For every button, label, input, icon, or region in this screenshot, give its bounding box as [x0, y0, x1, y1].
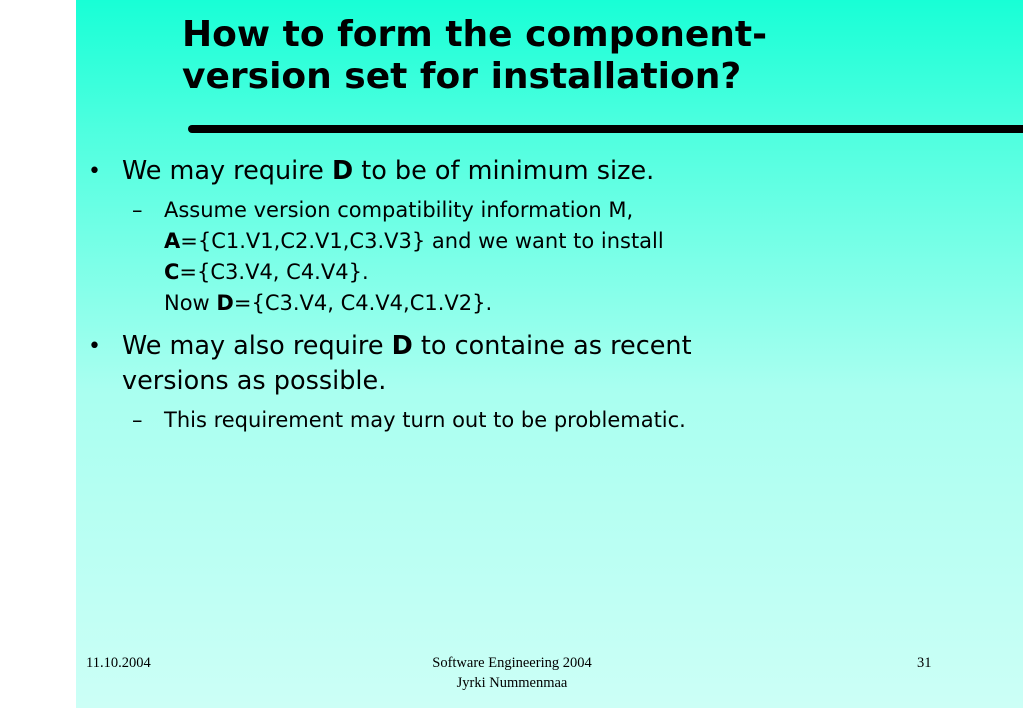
bullet-2-line-2: versions as possible.	[122, 366, 387, 396]
sub-1-line-1: Assume version compatibility information M,	[164, 198, 634, 222]
left-margin-band	[0, 0, 76, 708]
dash-icon: –	[132, 198, 143, 222]
footer-course-author	[362, 653, 662, 693]
sub-1-line-2: A={C1.V1,C2.V1,C3.V3} and we want to install	[164, 229, 664, 253]
footer-date: 11.10.2004	[86, 655, 151, 671]
sub-2-line-1: This requirement may turn out to be problematic.	[164, 408, 686, 432]
footer-page-number: 31	[917, 655, 932, 671]
title-line-2: version set for installation?	[182, 56, 742, 97]
title-underline-rule	[188, 125, 1023, 133]
slide-title	[182, 14, 1002, 98]
bullet-item-2	[84, 329, 1004, 399]
sub-1-line-3: C={C3.V4, C4.V4}.	[164, 260, 369, 284]
bullet-icon: •	[88, 159, 101, 184]
slide-body	[84, 154, 1004, 446]
bullet-1-line-1: We may require D to be of minimum size.	[122, 156, 655, 186]
dash-icon: –	[132, 408, 143, 432]
footer-author: Jyrki Nummenmaa	[456, 675, 568, 691]
bullet-2-line-1: We may also require D to containe as recent	[122, 331, 692, 361]
sub-1-line-4: Now D={C3.V4, C4.V4,C1.V2}.	[164, 291, 493, 315]
bullet-item-1	[84, 154, 1004, 189]
title-line-1: How to form the component-	[182, 14, 768, 55]
bullet-icon: •	[88, 334, 101, 359]
sub-item-2-1	[84, 405, 1004, 436]
footer-course: Software Engineering 2004	[432, 655, 592, 671]
sub-item-1-1	[84, 195, 1004, 319]
